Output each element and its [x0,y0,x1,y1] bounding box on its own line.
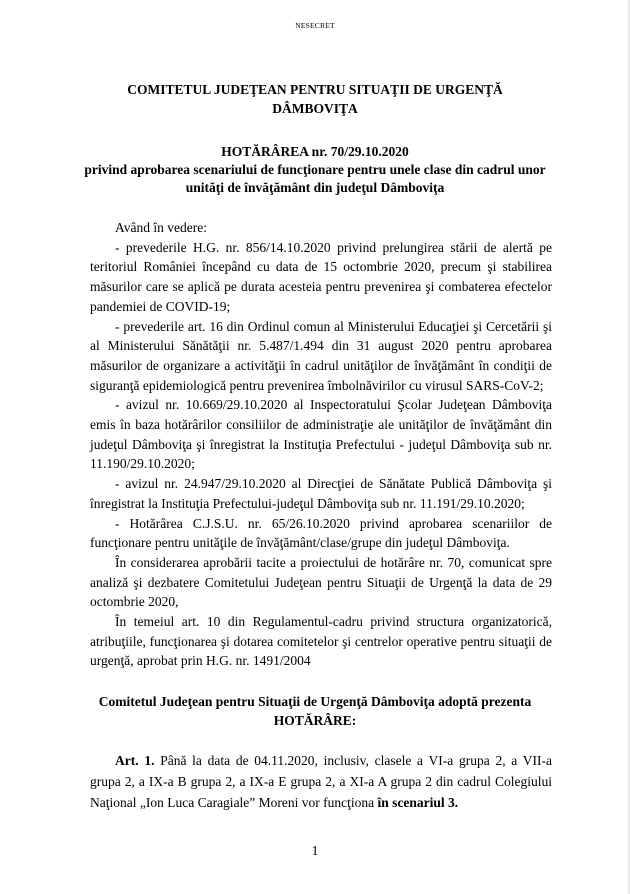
adoption-line-1: Comitetul Judeţean pentru Situaţii de Urgenţă Dâmboviţa adoptă prezenta [98,694,532,709]
article-1 [90,750,552,813]
preamble-legal-basis: În temeiul art. 10 din Regulamentul-cadru privind structura organizatorică, atribuţiile, funcţionarea şi dotarea comitetelor şi centrelor operative pentru situaţii de urgenţă, aprobat prin H.G. nr. 1491/2004 [90,614,552,669]
committee-title-line-2: DÂMBOVIŢA [272,101,358,116]
committee-title [60,80,570,118]
page-number: 1 [311,843,319,858]
preamble-item-hg-856: - prevederile H.G. nr. 856/14.10.2020 privind prelungirea stării de alertă pe teritoriul României începând cu data de 15 octombrie 2020, precum şi stabilirea măsurilor care se aplică pe durata acesteia pentru prevenirea şi combaterea efectelor pandemiei de COVID-19; [90,239,552,314]
decision-subject-line-2: unităţi de învăţământ din judeţul Dâmboviţa [185,180,445,195]
adoption-line-2: HOTĂRÂRE: [273,713,357,728]
classification-label: NESECRET [295,21,335,30]
article-1-label: Art. 1. [115,753,155,768]
preamble-item-order-5487: - prevederile art. 16 din Ordinul comun al Ministerului Educaţiei şi Cercetării şi al Ministerului Sănătăţii nr. 5.487/1.494 din 31 august 2020 pentru aprobarea măsurilor de organizare a activităţii în cadrul unităţilor de învăţământ în condiţii de siguranţă epidemiologică pentru prevenirea îmbolnăvirilor cu virusul SARS-CoV-2; [90,318,552,393]
decision-number: HOTĂRÂREA nr. 70/29.10.2020 [221,144,409,159]
preamble-item-isj-opinion: - avizul nr. 10.669/29.10.2020 al Inspectoratului Şcolar Judeţean Dâmboviţa emis în baza hotărârilor consiliilor de administraţie ale unităţilor de învăţământ din judeţul Dâmboviţa şi înregistrat la Instituţia Prefectului - judeţul Dâmboviţa sub nr. 11.190/29.10.2020; [90,397,552,472]
decision-title [60,143,570,197]
preamble [90,218,552,671]
committee-title-line-1: COMITETUL JUDEŢEAN PENTRU SITUAŢII DE URGENŢĂ [127,82,503,97]
article-1-text: Până la data de 04.11.2020, inclusiv, clasele a VI-a grupa 2, a VII-a grupa 2, a IX-a B grupa 2, a IX-a E grupa 2, a XI-a A grupa 2 din cadrul Colegiului Naţional „Ion Luca Caragiale” Moreni vor funcţiona [90,753,552,810]
preamble-intro: Având în vedere: [115,220,207,235]
preamble-tacit-approval: În considerarea aprobării tacite a proiectului de hotărâre nr. 70, comunicat spre analiză şi dezbatere Comitetului Judeţean pentru Situaţii de Urgenţă la data de 29 octombrie 2020, [90,554,552,610]
article-1-emphasis: în scenariul 3. [377,795,459,810]
adoption-statement [60,692,570,730]
preamble-item-cjsu-65: - Hotărârea C.J.S.U. nr. 65/26.10.2020 privind aprobarea scenariilor de funcţionare pentru unităţile de învăţământ/clase/grupe din judeţul Dâmboviţa. [90,515,552,551]
decision-subject-line-1: privind aprobarea scenariului de funcţionare pentru unele clase din cadrul unor [84,162,546,177]
preamble-item-dsp-opinion: - avizul nr. 24.947/29.10.2020 al Direcţiei de Sănătate Publică Dâmboviţa şi înregistrat la Instituţia Prefectului-judeţul Dâmboviţa sub nr. 11.191/29.10.2020; [90,476,552,511]
